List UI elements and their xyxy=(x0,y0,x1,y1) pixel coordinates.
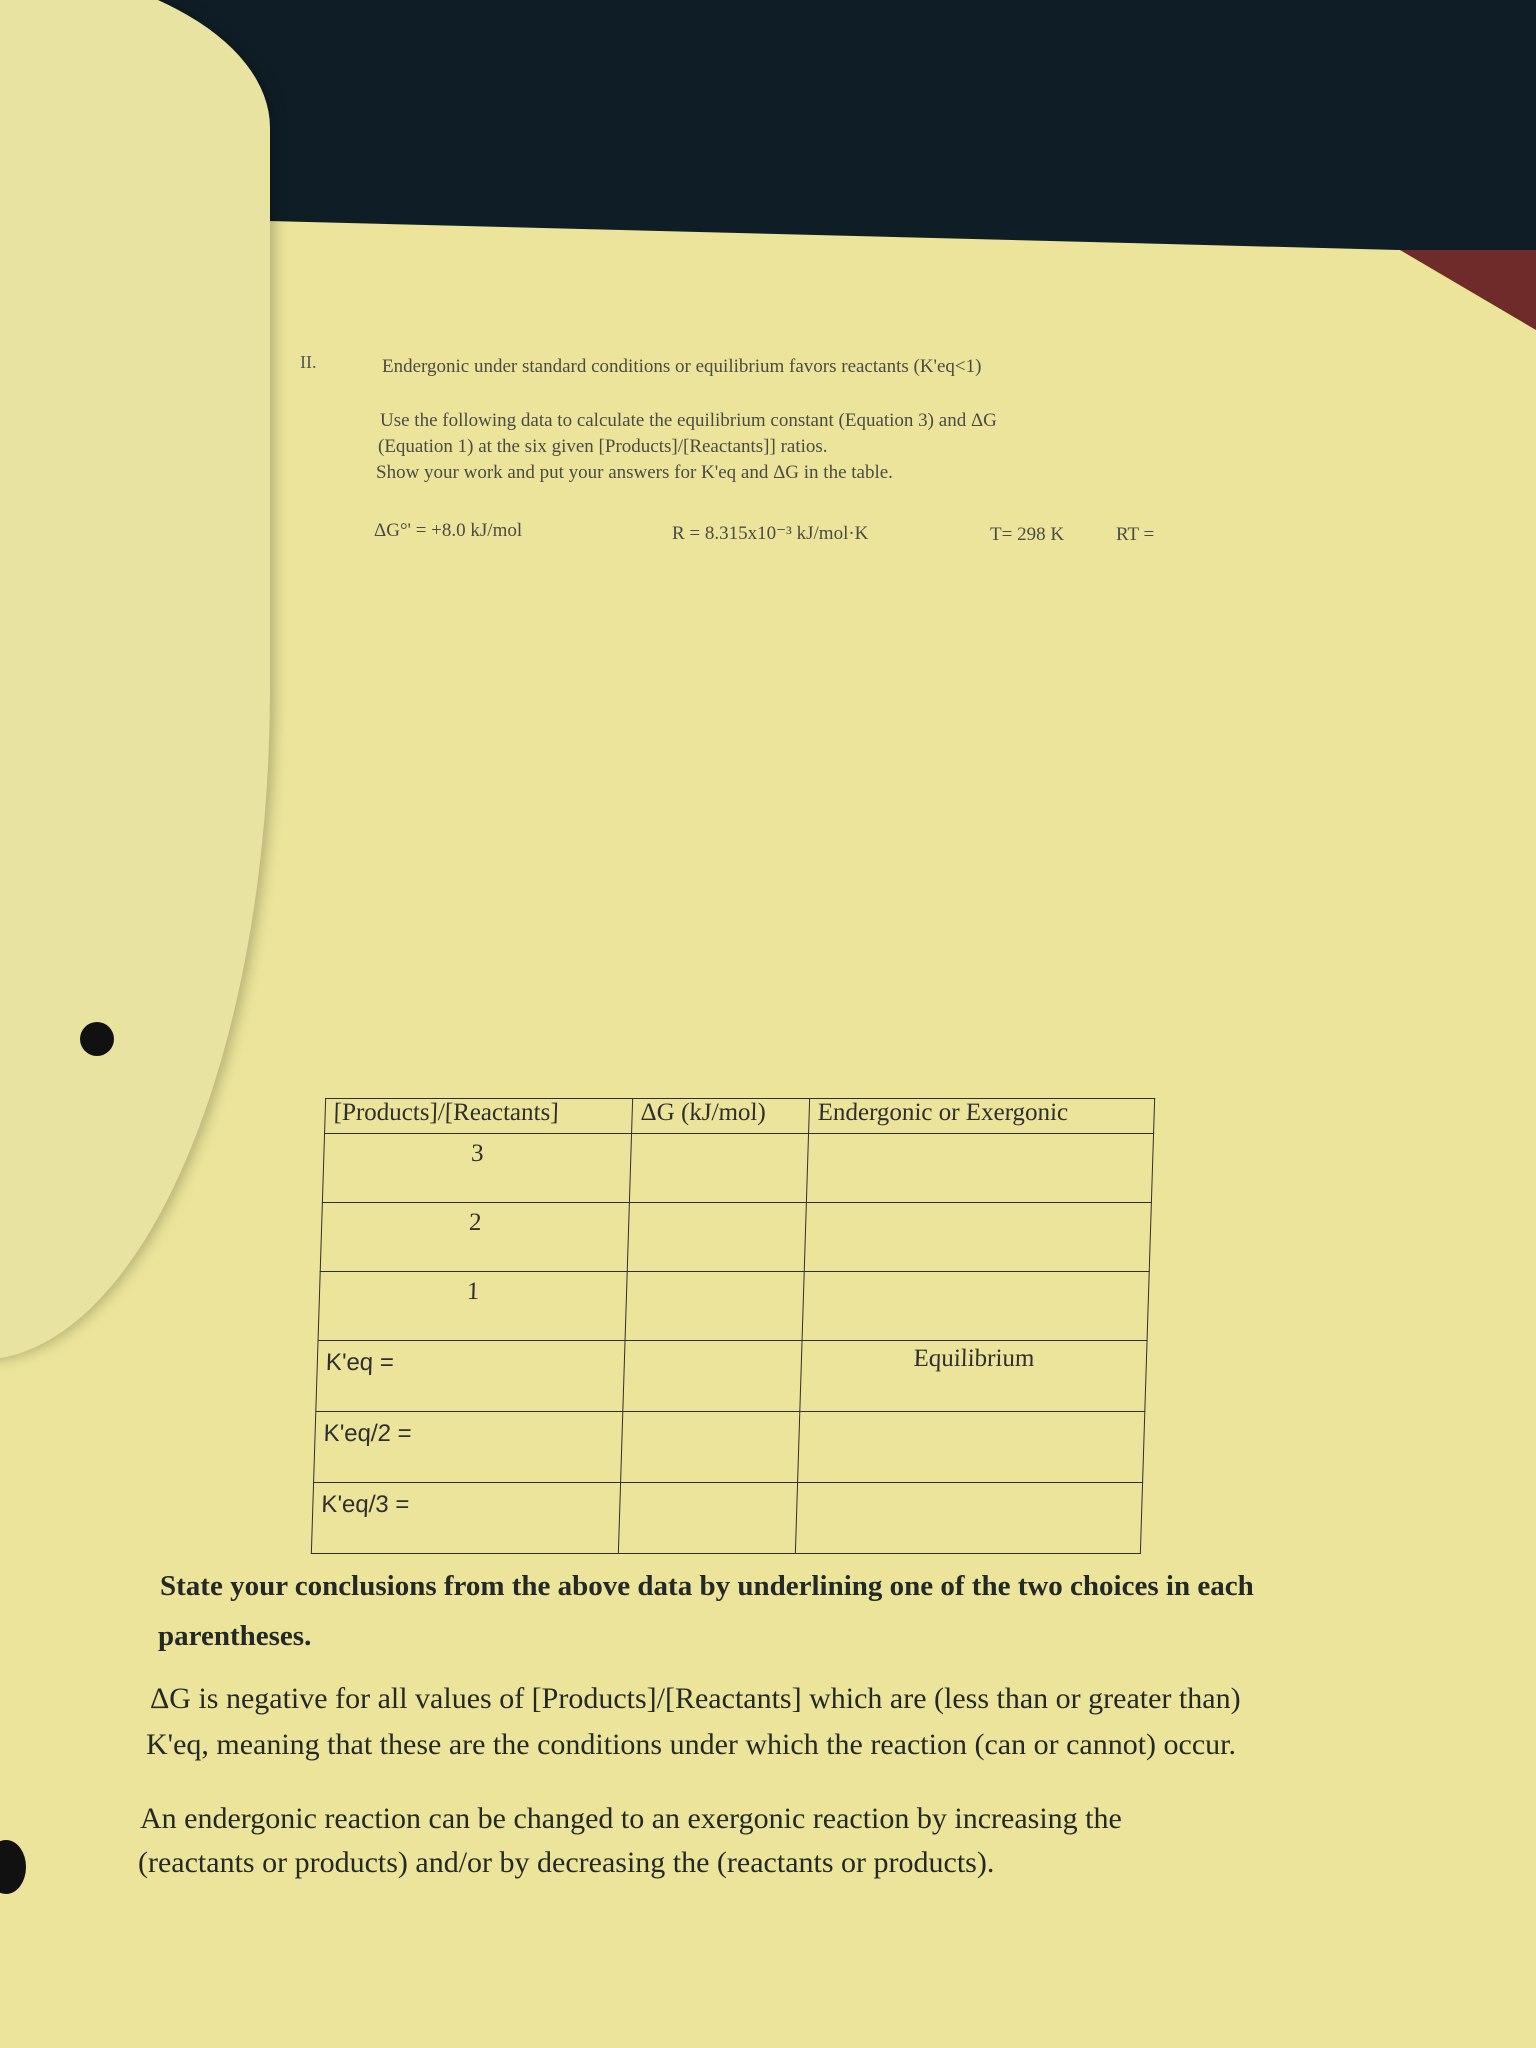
delta-g-cell[interactable] xyxy=(629,1134,808,1203)
instruction-line: Use the following data to calculate the equilibrium constant (Equation 3) and ΔG xyxy=(380,410,997,431)
ratio-cell: 3 xyxy=(322,1134,631,1203)
table-header-row xyxy=(325,1099,1155,1134)
keq-cell: K'eq = xyxy=(316,1341,625,1412)
table-row xyxy=(316,1341,1147,1412)
delta-g-cell[interactable] xyxy=(618,1483,797,1554)
instruction-line: Show your work and put your answers for K'eq and ΔG in the table. xyxy=(376,462,893,483)
delta-g-cell[interactable] xyxy=(623,1341,802,1412)
instruction-line: (Equation 1) at the six given [Products]/[Reactants]] ratios. xyxy=(378,436,828,457)
section-number: II. xyxy=(300,352,317,372)
type-cell: Equilibrium xyxy=(800,1341,1147,1412)
delta-g-cell[interactable] xyxy=(621,1412,800,1483)
keq-third-cell: K'eq/3 = xyxy=(311,1483,620,1554)
header-delta-g: ΔG (kJ/mol) xyxy=(632,1099,810,1134)
given-rt: RT = xyxy=(1116,524,1155,545)
table-row xyxy=(311,1483,1142,1554)
conclusion-intro: State your conclusions from the above data by underlining one of the two choices in each xyxy=(160,1570,1254,1602)
given-delta-g: ΔG°' = +8.0 kJ/mol xyxy=(374,520,523,541)
type-cell[interactable] xyxy=(804,1203,1151,1272)
type-cell[interactable] xyxy=(798,1412,1145,1483)
delta-g-cell[interactable] xyxy=(627,1203,806,1272)
type-cell[interactable] xyxy=(795,1483,1142,1554)
type-cell[interactable] xyxy=(806,1134,1153,1203)
given-t: T= 298 K xyxy=(990,524,1065,545)
keq-half-cell: K'eq/2 = xyxy=(314,1412,623,1483)
data-table xyxy=(311,1098,1155,1554)
conclusion-statement: (reactants or products) and/or by decreasing the (reactants or products). xyxy=(138,1846,995,1879)
type-cell[interactable] xyxy=(802,1272,1149,1341)
ratio-cell: 1 xyxy=(318,1272,627,1341)
ratio-cell: 2 xyxy=(320,1203,629,1272)
section-heading: Endergonic under standard conditions or equilibrium favors reactants (K'eq<1) xyxy=(382,356,982,377)
conclusion-intro: parentheses. xyxy=(158,1620,312,1652)
given-r: R = 8.315x10⁻³ kJ/mol·K xyxy=(672,523,869,544)
table-row xyxy=(318,1272,1149,1341)
header-type: Endergonic or Exergonic xyxy=(809,1099,1155,1134)
conclusion-statement: An endergonic reaction can be changed to an exergonic reaction by increasing the xyxy=(140,1802,1122,1835)
header-ratio: [Products]/[Reactants] xyxy=(325,1099,633,1134)
table-row xyxy=(322,1134,1153,1203)
table-row xyxy=(314,1412,1145,1483)
binder-ring-hole xyxy=(80,1022,114,1056)
table-row xyxy=(320,1203,1151,1272)
conclusion-statement: ΔG is negative for all values of [Products]/[Reactants] which are (less than or greater than) xyxy=(150,1682,1241,1715)
delta-g-cell[interactable] xyxy=(625,1272,804,1341)
conclusion-statement: K'eq, meaning that these are the conditions under which the reaction (can or cannot) occur. xyxy=(146,1728,1236,1761)
